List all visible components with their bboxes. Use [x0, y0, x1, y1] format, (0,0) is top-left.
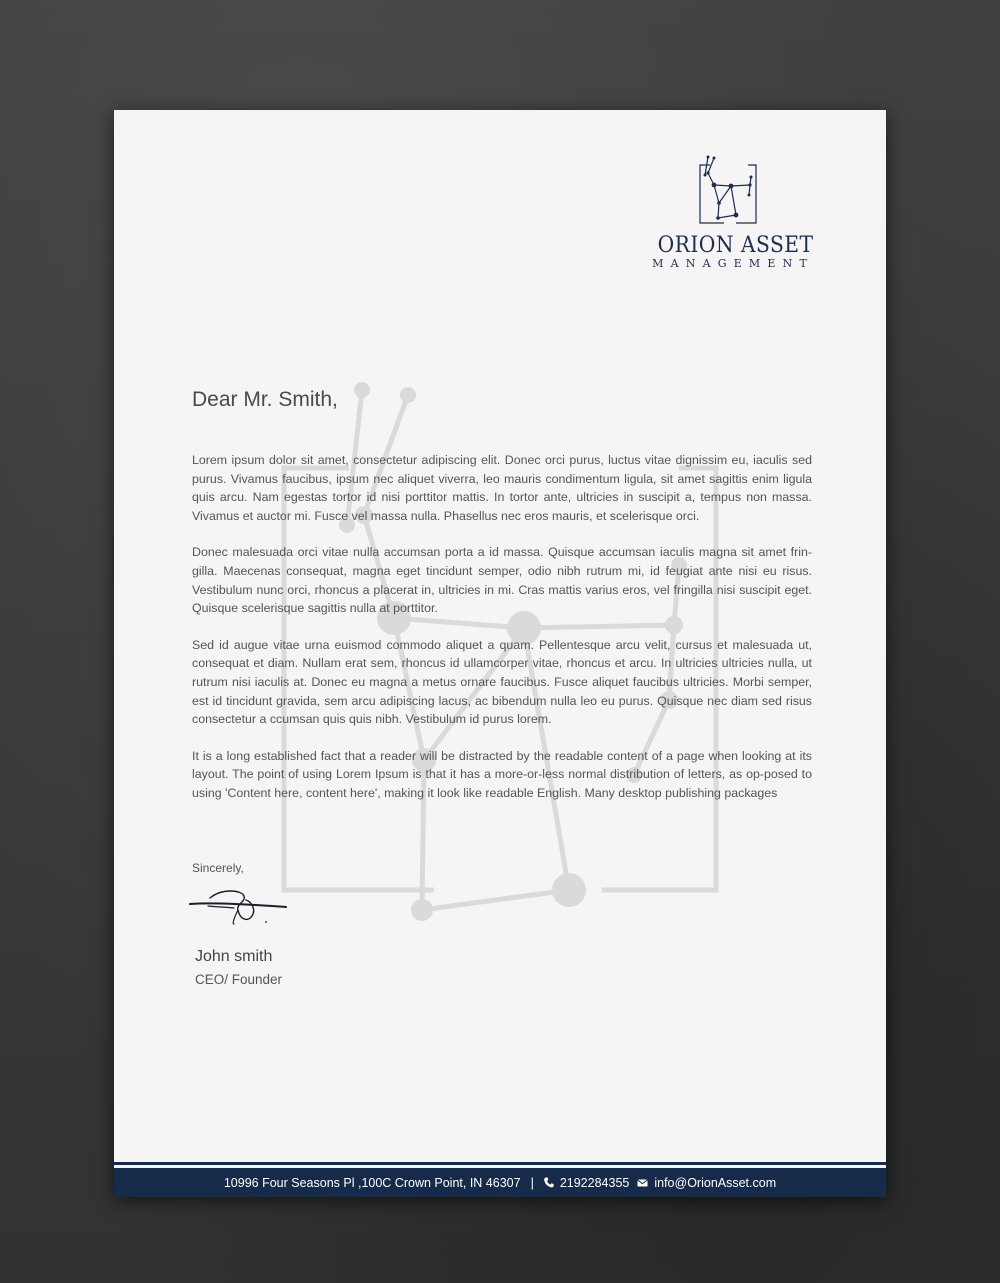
- signature: [186, 880, 296, 930]
- footer-email[interactable]: info@OrionAsset.com: [654, 1175, 777, 1190]
- paragraph: Sed id augue vitae urna euismod commodo aliquet a quam. Pellentesque arcu velit, cursus et malesuada ut, consequat et diam. Nullam erat sem, rhoncus id ullamcorper vitae, rhoncus et arcu. In ultricies ultricies nulla, ut rutrum nisi iaculis at. Donec eu magna a metus ornare faucibus. Fusce aliquet faucibus ultricies. Morbi semper, est id tincidunt gravida, sem arcu adipiscing lacus, ac bibendum nulla leo eu purus. Quisque nec diam sed risus consectetur a ccumsan quis quis nibh. Vestibulum id purus lorem.: [192, 637, 812, 727]
- company-logo: [644, 155, 814, 271]
- paragraph: Lorem ipsum dolor sit amet, consectetur adipiscing elit. Donec orci purus, luctus vitae dignissim eu, iaculis sed purus. Vivamus faucibus, ipsum nec aliquet viverra, leo mauris condimentum ligula, sit amet sagittis enim ligula quis arcu. Nam egestas tortor id nisi porttitor mattis. In tortor ante, ultricies in suscipit a, tempus non massa. Vivamus et auctor mi. Fusce vel massa nulla. Phasellus nec eros mauris, et scelerisque orci.: [192, 453, 812, 523]
- company-name: ORION ASSET: [657, 233, 814, 258]
- envelope-icon: [637, 1179, 648, 1187]
- signer-title: CEO/ Founder: [195, 972, 283, 987]
- footer-divider: [114, 1162, 886, 1165]
- letter-body: [192, 451, 812, 821]
- footer-separator: |: [530, 1175, 534, 1190]
- footer-contact-bar: [114, 1168, 886, 1197]
- orion-constellation-icon: [696, 155, 760, 225]
- footer-address: 10996 Four Seasons Pl ,100C Crown Point, IN 46307: [223, 1175, 521, 1190]
- closing: Sincerely,: [192, 861, 244, 875]
- signer-name: John smith: [195, 948, 273, 965]
- paragraph: Donec malesuada orci vitae nulla accumsan porta a id massa. Quisque accumsan iaculis magna sit amet frin-gilla. Maecenas consequat, magna eget tincidunt semper, odio nibh rutrum mi, id feugiat ante nisi eu risus. Vestibulum nunc orci, rhoncus a placerat in, ultricies in mi. Cras mattis varius eros, vel fringilla nisi suscipit eget. Quisque scelerisque sagittis nulla at porttitor.: [192, 545, 812, 616]
- footer-phone: 2192284355: [559, 1175, 630, 1190]
- phone-icon: [544, 1177, 554, 1188]
- paragraph: It is a long established fact that a reader will be distracted by the readable content of a page when looking at its layout. The point of using Lorem Ipsum is that it has a more-or-less normal distribution of letters, as op-posed to using 'Content here, content here', making it look like readable English. Many desktop publishing packages: [192, 748, 812, 800]
- company-subtitle: MANAGEMENT: [652, 257, 814, 270]
- letterhead-paper: [114, 110, 886, 1197]
- salutation: Dear Mr. Smith,: [192, 388, 338, 411]
